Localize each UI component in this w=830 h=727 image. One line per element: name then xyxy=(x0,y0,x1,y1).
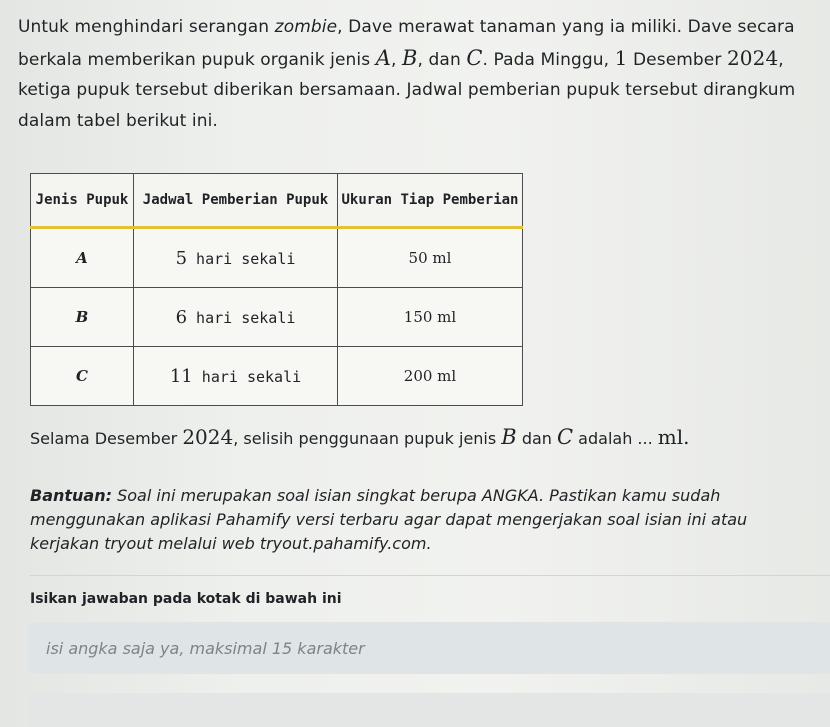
var-c: C xyxy=(557,425,574,449)
var-b: B xyxy=(501,425,517,449)
intro-text: , Dave merawat tanaman yang ia miliki. Dave secara berkala memberikan pupuk organik jenis xyxy=(18,17,795,70)
question-part: dan xyxy=(516,429,558,448)
cell-dose: 50 ml xyxy=(338,228,523,288)
table-header-row xyxy=(31,174,523,228)
question-part: , selisih penggunaan pupuk jenis xyxy=(233,429,502,448)
fertilizer-schedule-table xyxy=(30,173,523,406)
table-row xyxy=(31,228,523,288)
next-section-strip xyxy=(28,693,830,727)
intro-day: 1 xyxy=(614,45,628,70)
table-row xyxy=(31,288,523,347)
cell-interval xyxy=(134,288,338,347)
problem-intro xyxy=(18,12,826,136)
interval-text: hari sekali xyxy=(192,367,302,386)
question-part: Selama Desember xyxy=(30,429,183,448)
question-part: adalah ... xyxy=(573,429,658,448)
hint-body: Soal ini merupakan soal isian singkat berupa ANGKA. Pastikan kamu sudah menggunakan aplikasi Pahamify versi terbaru agar dapat mengerjakan soal isian ini atau kerjakan tryout melalui web tryout.pahamify.com. xyxy=(30,486,748,553)
interval-text: hari sekali xyxy=(187,249,296,268)
cell-type: C xyxy=(31,347,134,406)
interval-number: 11 xyxy=(169,365,193,387)
intro-text: Untuk menghindari serangan xyxy=(18,17,275,37)
var-b: B xyxy=(401,45,418,70)
var-a: A xyxy=(375,45,391,70)
intro-text: . Pada Minggu, xyxy=(482,49,615,70)
interval-text: hari sekali xyxy=(187,308,296,327)
hint-text xyxy=(30,484,810,556)
question-text xyxy=(30,425,689,449)
cell-dose: 150 ml xyxy=(338,288,523,347)
cell-interval xyxy=(134,347,338,406)
question-unit: ml. xyxy=(657,425,690,449)
intro-paragraph xyxy=(18,12,826,136)
header-jenis-pupuk: Jenis Pupuk xyxy=(31,174,134,228)
cell-type: A xyxy=(31,228,134,288)
header-ukuran: Ukuran Tiap Pemberian xyxy=(338,174,523,228)
interval-number: 6 xyxy=(175,306,188,328)
var-c: C xyxy=(466,45,483,70)
intro-year: 2024 xyxy=(726,45,779,70)
cell-dose: 200 ml xyxy=(338,347,523,406)
divider xyxy=(30,575,830,576)
answer-label: Isikan jawaban pada kotak di bawah ini xyxy=(30,591,342,607)
header-jadwal: Jadwal Pemberian Pupuk xyxy=(134,174,338,228)
intro-emphasis: zombie xyxy=(274,17,338,37)
intro-text: , xyxy=(390,49,402,70)
intro-text: , ketiga pupuk tersebut diberikan bersamaan. Jadwal pemberian pupuk tersebut dirangkum dalam tabel berikut ini. xyxy=(18,49,796,131)
cell-interval xyxy=(134,228,338,288)
cell-type: B xyxy=(31,288,134,347)
answer-input[interactable] xyxy=(28,622,830,674)
table-row xyxy=(31,347,523,406)
hint-label: Bantuan: xyxy=(30,486,113,505)
intro-text: , dan xyxy=(417,49,467,70)
intro-text: Desember xyxy=(627,49,727,70)
interval-number: 5 xyxy=(175,247,188,269)
question-year: 2024 xyxy=(182,425,234,449)
